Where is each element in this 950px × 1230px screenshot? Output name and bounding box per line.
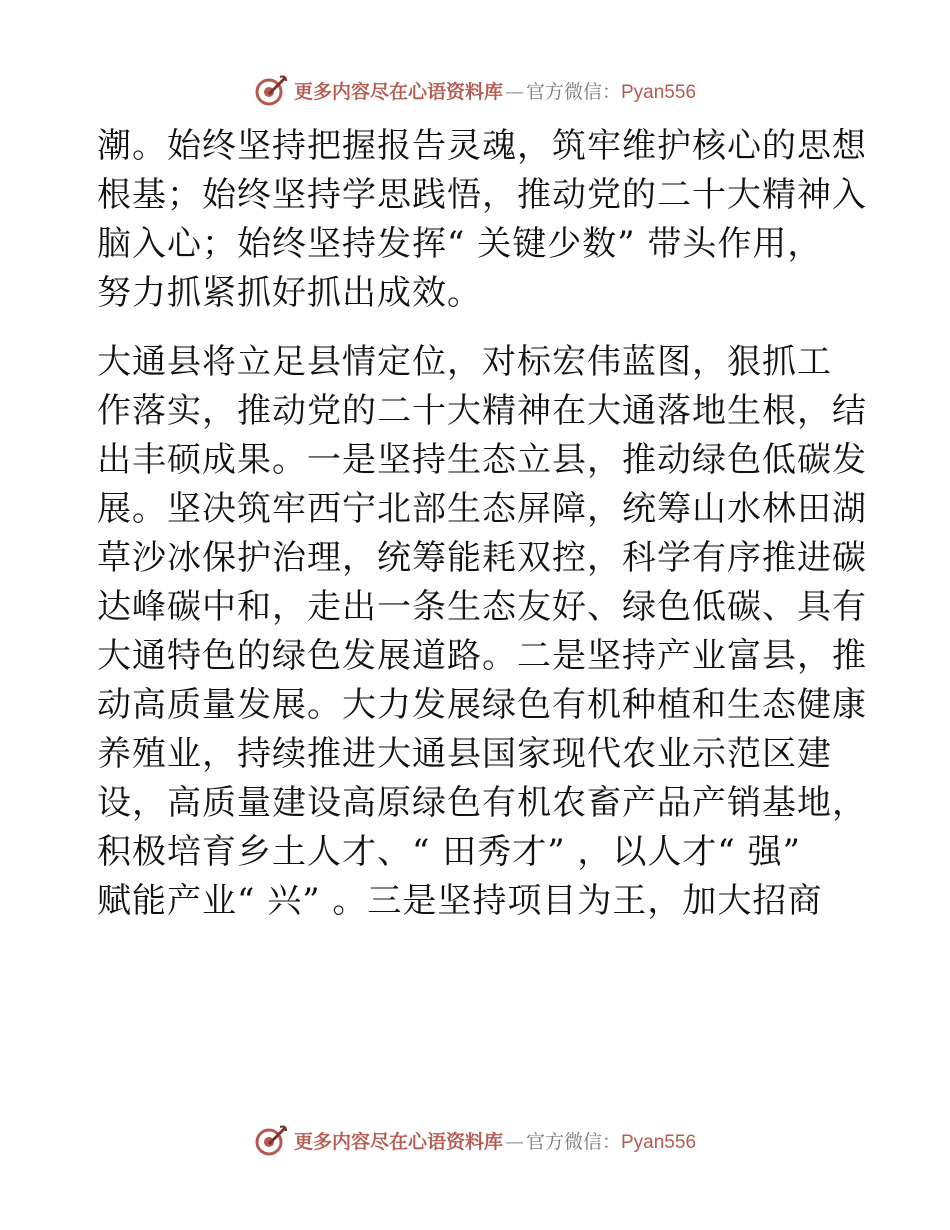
footer-site-name: 更多内容尽在心语资料库 xyxy=(293,1130,503,1153)
paragraph-2 xyxy=(97,338,867,926)
text-line: 作落实，推动党的二十大精神在大通落地生根，结 xyxy=(97,391,867,431)
text-line: 草沙冰保护治理，统筹能耗双控，科学有序推进碳 xyxy=(97,538,867,578)
footer-banner xyxy=(0,1120,950,1160)
paragraph-1 xyxy=(97,122,867,318)
text-line: 赋能产业“ 兴” 。三是坚持项目为王，加大招商 xyxy=(97,881,823,921)
header-site-name: 更多内容尽在心语资料库 xyxy=(293,80,503,103)
text-line: 展。坚决筑牢西宁北部生态屏障，统筹山水林田湖 xyxy=(97,489,867,529)
header-dash: — xyxy=(504,80,524,103)
text-line: 努力抓紧抓好抓出成效。 xyxy=(97,273,482,313)
text-line: 设，高质量建设高原绿色有机农畜产品产销基地， xyxy=(97,783,867,823)
text-line: 大通特色的绿色发展道路。二是坚持产业富县，推 xyxy=(97,636,867,676)
text-line: 大通县将立足县情定位，对标宏伟蓝图，狠抓工 xyxy=(97,342,832,382)
text-line: 出丰硕成果。一是坚持生态立县，推动绿色低碳发 xyxy=(97,440,867,480)
header-text xyxy=(294,77,696,104)
text-line: 养殖业，持续推进大通县国家现代农业示范区建 xyxy=(97,734,832,774)
text-line: 积极培育乡土人才、“ 田秀才” ，以人才“ 强” xyxy=(97,832,801,872)
footer-wechat-label: 官方微信： xyxy=(525,1130,621,1153)
text-line: 动高质量发展。大力发展绿色有机种植和生态健康 xyxy=(97,685,867,725)
quill-logo-icon xyxy=(254,1123,288,1157)
text-line: 脑入心；始终坚持发挥“ 关键少数” 带头作用， xyxy=(97,224,823,264)
header-wechat-id: Pyan556 xyxy=(621,81,697,103)
text-line: 达峰碳中和，走出一条生态友好、绿色低碳、具有 xyxy=(97,587,867,627)
quill-logo-icon xyxy=(254,73,288,107)
paragraph-gap xyxy=(97,318,857,338)
footer-wechat-id: Pyan556 xyxy=(621,1131,697,1153)
text-line: 潮。始终坚持把握报告灵魂，筑牢维护核心的思想 xyxy=(97,126,867,166)
text-line: 根基；始终坚持学思践悟，推动党的二十大精神入 xyxy=(97,175,867,215)
header-wechat-label: 官方微信： xyxy=(525,80,621,103)
footer-text xyxy=(294,1127,696,1154)
footer-dash: — xyxy=(504,1130,524,1153)
header-banner xyxy=(0,70,950,110)
document-body xyxy=(97,122,867,926)
